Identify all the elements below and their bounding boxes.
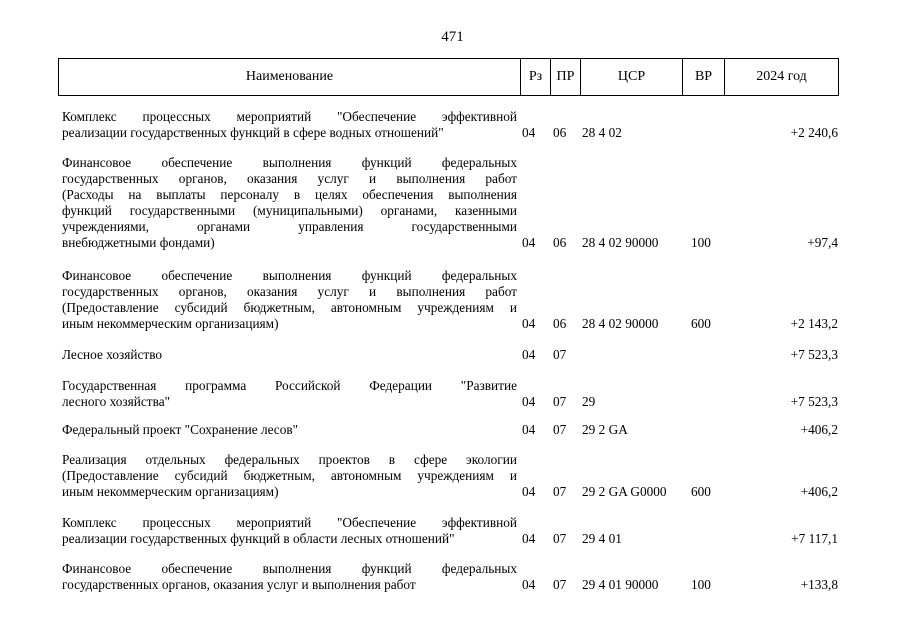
header-pr: ПР xyxy=(551,59,581,95)
row-amount: +7 117,1 xyxy=(791,531,838,546)
row-pr: 07 xyxy=(553,347,567,362)
row-name-line: (Предоставление субсидий бюджетным, автономным учреждениям и xyxy=(62,468,517,483)
row-amount: +2 143,2 xyxy=(790,316,838,331)
row-name-line: реализации государственных функций в сфере водных отношений" xyxy=(62,125,444,140)
row-amount: +406,2 xyxy=(800,422,838,437)
row-name xyxy=(62,422,517,438)
row-amount: +133,8 xyxy=(800,577,838,592)
row-name-line: Финансовое обеспечение выполнения функций федеральных xyxy=(62,561,517,576)
row-name-line: функций государственными (муниципальными) органами, казенными xyxy=(62,203,517,218)
row-name-line: Комплекс процессных мероприятий "Обеспечение эффективной xyxy=(62,515,517,530)
row-name-line: государственных органов, оказания услуг и выполнения работ xyxy=(62,577,416,592)
row-name-line: государственных органов, оказания услуг и выполнения работ xyxy=(62,171,517,186)
page-number: 471 xyxy=(441,29,464,45)
row-vr: 100 xyxy=(691,577,711,592)
table-row xyxy=(0,378,905,410)
row-name-line: иным некоммерческим организациям) xyxy=(62,484,279,499)
row-csr: 28 4 02 90000 xyxy=(582,316,659,331)
row-name-line: (Предоставление субсидий бюджетным, автономным учреждениям и xyxy=(62,300,517,315)
row-name xyxy=(62,347,517,363)
row-amount: +406,2 xyxy=(800,484,838,499)
row-name-line: (Расходы на выплаты персоналу в целях обеспечения выполнения xyxy=(62,187,517,202)
row-name-line: учреждениями, органами управления государственными xyxy=(62,219,517,234)
header-csr: ЦСР xyxy=(581,59,683,95)
row-rz: 04 xyxy=(522,484,536,499)
row-rz: 04 xyxy=(522,531,536,546)
row-name-line: Финансовое обеспечение выполнения функций федеральных xyxy=(62,268,517,283)
row-rz: 04 xyxy=(522,316,536,331)
table-row xyxy=(0,109,905,141)
row-amount: +2 240,6 xyxy=(790,125,838,140)
row-csr: 29 4 01 xyxy=(582,531,622,546)
row-vr: 600 xyxy=(691,484,711,499)
row-rz: 04 xyxy=(522,394,536,409)
table-row xyxy=(0,155,905,251)
row-pr: 07 xyxy=(553,422,567,437)
row-csr: 29 2 GA G0000 xyxy=(582,484,667,499)
row-name xyxy=(62,452,517,500)
header-year: 2024 год xyxy=(756,69,807,84)
table-row xyxy=(0,561,905,593)
row-pr: 06 xyxy=(553,316,567,331)
header-name: Наименование xyxy=(59,59,521,95)
table-row xyxy=(0,515,905,547)
row-name-line: внебюджетными фондами) xyxy=(62,235,215,250)
row-csr: 29 xyxy=(582,394,596,409)
row-csr: 28 4 02 xyxy=(582,125,622,140)
row-rz: 04 xyxy=(522,577,536,592)
row-amount: +97,4 xyxy=(807,235,838,250)
table-row xyxy=(0,422,905,438)
row-name xyxy=(62,515,517,547)
row-name-line: лесного хозяйства" xyxy=(62,394,171,409)
row-name xyxy=(62,268,517,332)
row-pr: 06 xyxy=(553,125,567,140)
row-rz: 04 xyxy=(522,235,536,250)
row-rz: 04 xyxy=(522,347,536,362)
row-name-line: реализации государственных функций в области лесных отношений" xyxy=(62,531,455,546)
row-vr: 100 xyxy=(691,235,711,250)
row-pr: 07 xyxy=(553,577,567,592)
row-name-line: Лесное хозяйство xyxy=(62,347,163,362)
row-name xyxy=(62,155,517,251)
row-csr: 29 4 01 90000 xyxy=(582,577,659,592)
table-row xyxy=(0,347,905,363)
row-pr: 07 xyxy=(553,484,567,499)
row-csr: 28 4 02 90000 xyxy=(582,235,659,250)
table-row xyxy=(0,268,905,332)
header-vr: ВР xyxy=(683,59,725,95)
row-name-line: Федеральный проект "Сохранение лесов" xyxy=(62,422,299,437)
row-rz: 04 xyxy=(522,125,536,140)
row-name xyxy=(62,109,517,141)
row-amount: +7 523,3 xyxy=(790,394,838,409)
row-name-line: Финансовое обеспечение выполнения функций федеральных xyxy=(62,155,517,170)
row-pr: 06 xyxy=(553,235,567,250)
row-name xyxy=(62,561,517,593)
row-name-line: иным некоммерческим организациям) xyxy=(62,316,279,331)
row-csr: 29 2 GA xyxy=(582,422,628,437)
row-pr: 07 xyxy=(553,531,567,546)
row-amount: +7 523,3 xyxy=(790,347,838,362)
row-vr: 600 xyxy=(691,316,711,331)
header-rz: Рз xyxy=(521,59,551,95)
row-name-line: Комплекс процессных мероприятий "Обеспечение эффективной xyxy=(62,109,517,124)
row-pr: 07 xyxy=(553,394,567,409)
row-name-line: государственных органов, оказания услуг и выполнения работ xyxy=(62,284,517,299)
row-name-line: Государственная программа Российской Федерации "Развитие xyxy=(62,378,517,393)
table-row xyxy=(0,452,905,500)
row-rz: 04 xyxy=(522,422,536,437)
row-name-line: Реализация отдельных федеральных проектов в сфере экологии xyxy=(62,452,517,467)
row-name xyxy=(62,378,517,410)
